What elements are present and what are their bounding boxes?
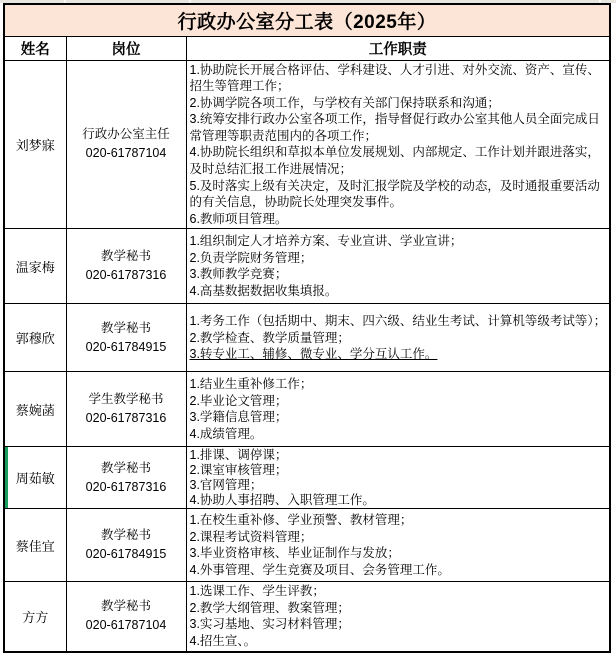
duties-cell[interactable] (186, 372, 610, 447)
name-cell[interactable]: 温家梅 (4, 229, 66, 304)
table-row (4, 372, 610, 447)
phone-number: 020-61787104 (85, 618, 167, 633)
col-header-position[interactable]: 岗位 (66, 36, 186, 60)
duty-item: 1.结业生重补修工作； (189, 377, 313, 392)
table-title[interactable]: 行政办公室分工表（2025年） (4, 4, 610, 36)
duty-item: 3.学籍信息管理； (189, 410, 288, 425)
position-title: 教学秘书 (100, 599, 151, 614)
position-title: 教学秘书 (100, 528, 151, 543)
duty-item: 4.招生宣、。 (189, 634, 257, 649)
position-title: 行政办公室主任 (82, 127, 170, 142)
duty-item: 1.选课工作、学生评教； (189, 584, 325, 599)
duty-item: 4.外事管理、学生竞赛及项目、会务管理工作。 (189, 562, 450, 577)
duties-cell[interactable] (186, 304, 610, 372)
name-cell[interactable]: 蔡佳宜 (4, 509, 66, 582)
duty-item: 2.课室审核管理； (189, 463, 288, 478)
duty-item: 3.教师教学竞赛； (189, 267, 288, 282)
duty-item: 3.官网管理； (189, 477, 263, 492)
duty-item: 2.课程考试资料管理； (189, 529, 313, 544)
position-title: 教学秘书 (100, 320, 151, 335)
phone-number: 020-61787316 (85, 479, 167, 494)
position-cell[interactable] (66, 304, 186, 372)
table-row (4, 304, 610, 372)
position-cell[interactable] (66, 447, 186, 509)
col-header-name[interactable]: 姓名 (4, 36, 66, 60)
name-cell[interactable]: 蔡婉菡 (4, 372, 66, 447)
phone-number: 020-61784915 (85, 339, 167, 354)
phone-number: 020-61787316 (85, 411, 167, 426)
duty-item: 3.实习基地、实习材料管理； (189, 617, 350, 632)
position-cell[interactable] (66, 229, 186, 304)
position-cell[interactable] (66, 582, 186, 652)
duty-table (3, 3, 611, 653)
duty-item: 4.成绩管理。 (189, 427, 263, 442)
table-row (4, 582, 610, 652)
position-title: 教学秘书 (100, 460, 151, 475)
duty-item: 1.排课、调停课； (189, 448, 288, 463)
table-row (4, 509, 610, 582)
name-cell[interactable]: 刘梦寐 (4, 60, 66, 229)
duty-item: 3.统筹安排行政办公室各项工作，指导督促行政办公室其他人员全面完成日常管理等职责范围内的各项工作； (189, 112, 600, 143)
duty-item: 4.高基数据数据收集填报。 (189, 284, 338, 299)
phone-number: 020-61787316 (85, 268, 167, 283)
duty-item: 2.毕业论文管理； (189, 393, 288, 408)
duty-item: 4.协助人事招聘、入职管理工作。 (189, 492, 375, 507)
position-cell[interactable] (66, 60, 186, 229)
name-cell[interactable]: 方方 (4, 582, 66, 652)
duties-cell[interactable] (186, 509, 610, 582)
duty-item: 2.教学检查、教学质量管理； (189, 330, 350, 345)
name-cell-selected[interactable]: 周茹敏 (4, 447, 66, 509)
position-cell[interactable] (66, 509, 186, 582)
duty-item: 1.考务工作（包括期中、期末、四六级、结业生考试、计算机等级考试等）； (189, 314, 607, 329)
duty-item: 1.协助院长开展合格评估、学科建设、人才引进、对外交流、资产、宣传、招生等管理工作； (189, 62, 600, 94)
duties-cell[interactable] (186, 60, 610, 229)
duty-item: 2.负责学院财务管理； (189, 250, 313, 265)
duty-item: 5.及时落实上级有关决定，及时汇报学院及学校的动态，及时通报重要活动的有关信息，协助院长处理突发事件。 (189, 178, 600, 210)
col-header-duties[interactable]: 工作职责 (186, 36, 610, 60)
duties-cell[interactable] (186, 447, 610, 509)
duty-item: 2.教学大纲管理、教案管理； (189, 600, 350, 615)
table-row (4, 447, 610, 509)
duty-item: 1.在校生重补修、学业预警、教材管理； (189, 513, 413, 528)
table-title-row (4, 4, 610, 36)
duty-item: 6.教师项目管理。 (189, 211, 288, 226)
phone-number: 020-61784915 (85, 547, 167, 562)
duty-item: 1.组织制定人才培养方案、专业宣讲、学业宣讲； (189, 234, 463, 249)
phone-number: 020-61787104 (85, 146, 167, 161)
duty-text: 3.转专业工、辅修、微专业、学分互认工作。 (189, 347, 438, 362)
name-cell[interactable]: 郭穆欣 (4, 304, 66, 372)
duty-item: 4.协助院长组织和草拟本单位发展规划、内部规定、工作计划并跟进落实，及时总结汇报工作进展情况； (189, 145, 600, 177)
position-cell[interactable] (66, 372, 186, 447)
duty-item-underlined (190, 346, 608, 363)
duty-item: 2.协调学院各项工作，与学校有关部门保持联系和沟通； (189, 95, 500, 110)
header-row (4, 36, 610, 60)
position-title: 学生教学秘书 (88, 392, 164, 407)
duty-item: 3.毕业资格审核、毕业证制作与发放； (189, 546, 400, 561)
duties-cell[interactable] (186, 229, 610, 304)
table-row (4, 60, 610, 229)
table-row (4, 229, 610, 304)
duties-cell[interactable] (186, 582, 610, 652)
position-title: 教学秘书 (100, 249, 151, 264)
